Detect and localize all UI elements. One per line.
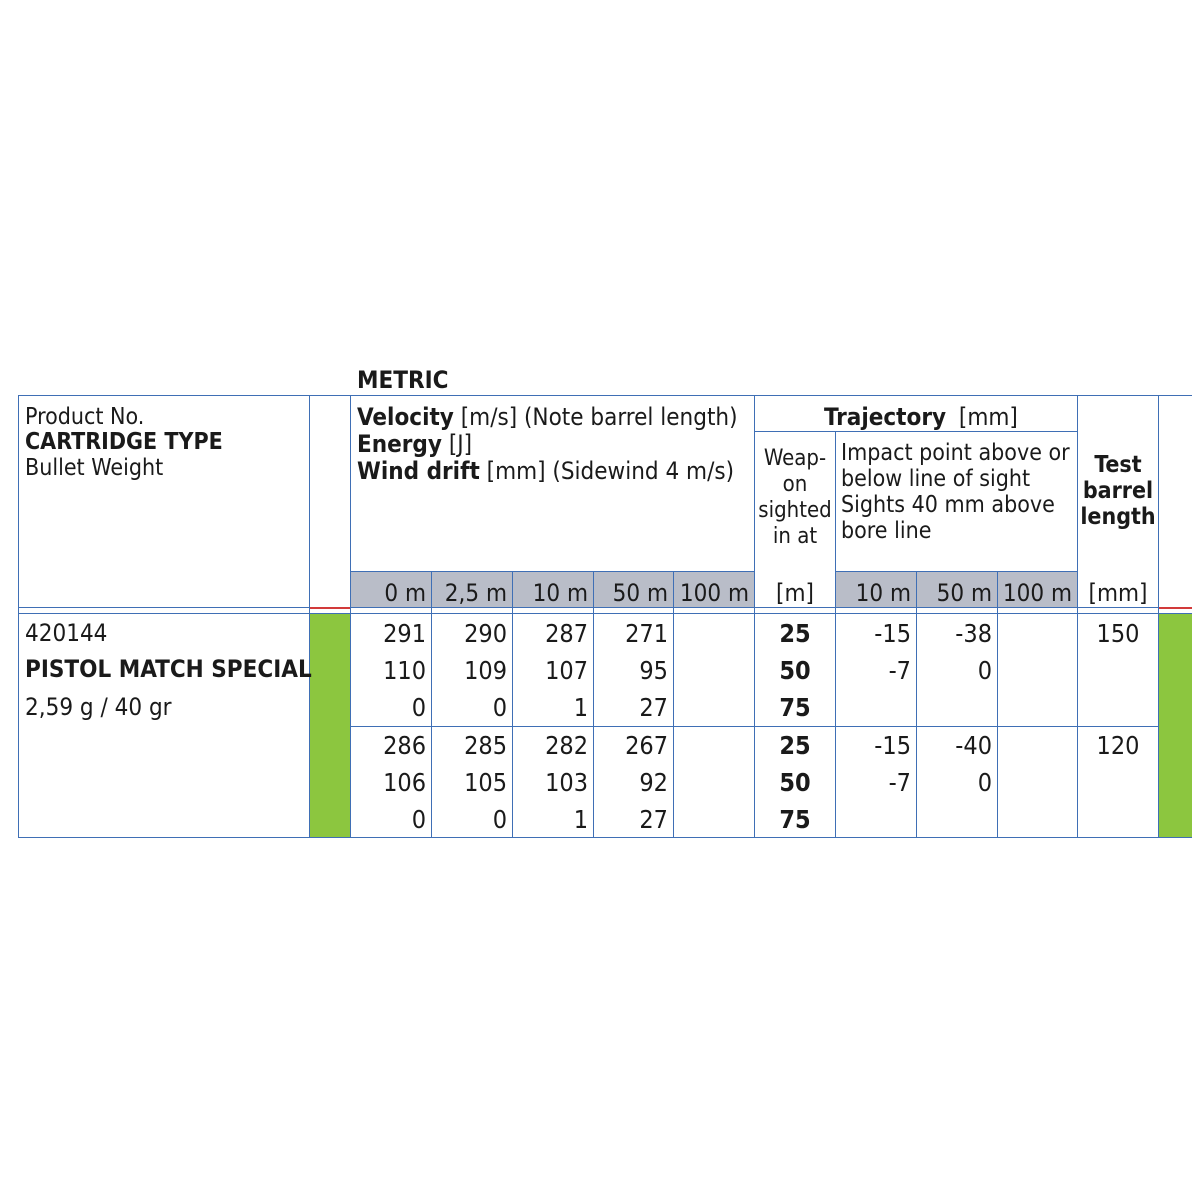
grid-line [309, 395, 310, 838]
velocity-label: Velocity [357, 403, 454, 431]
grid-line [18, 837, 1192, 838]
data-cell: 95 [639, 656, 668, 685]
grid-line [997, 571, 998, 838]
grid-line [835, 571, 1077, 572]
weapon-sighted-line: Weap- [763, 446, 827, 471]
trajectory-unit: [mm] [958, 403, 1018, 431]
impact-point-header [841, 440, 1070, 544]
data-cell: 106 [383, 768, 426, 797]
red-mark-right [1159, 607, 1192, 609]
data-cell: 0 [411, 693, 426, 722]
data-cell: 0 [492, 693, 507, 722]
trajectory-cell: -15 [874, 619, 911, 648]
sighted-cell: 25 [779, 619, 811, 648]
trajectory-label: Trajectory [824, 403, 947, 431]
data-cell: 267 [625, 731, 668, 760]
test-barrel-line: barrel [1082, 478, 1154, 504]
data-cell: 282 [545, 731, 588, 760]
data-cell: 110 [383, 656, 426, 685]
grid-line [18, 607, 310, 608]
distance-0m: 0 m [384, 579, 426, 607]
sighted-cell: 75 [779, 805, 811, 834]
impact-point-line: Impact point above or [841, 440, 1070, 466]
trajectory-cell: 0 [977, 656, 992, 685]
bullet-weight-label: Bullet Weight [25, 455, 164, 481]
grid-line [1158, 395, 1159, 838]
data-cell: 27 [639, 805, 668, 834]
sighted-cell: 75 [779, 693, 811, 722]
impact-point-line: Sights 40 mm above [841, 492, 1055, 518]
sighted-unit: [m] [776, 579, 814, 607]
red-mark-left [310, 607, 350, 609]
trajectory-header [824, 404, 1018, 430]
velocity-header [357, 404, 738, 430]
section-title: METRIC [357, 366, 449, 394]
product-weight: 2,59 g / 40 gr [25, 693, 172, 721]
data-cell: 0 [492, 805, 507, 834]
data-cell: 287 [545, 619, 588, 648]
traj-distance-100m: 100 m [1002, 579, 1072, 607]
weapon-sighted-line: in at [772, 524, 818, 549]
test-barrel-header [1078, 452, 1158, 530]
impact-point-line: bore line [841, 518, 932, 544]
wind-drift-unit: [mm] (Sidewind 4 m/s) [479, 457, 735, 485]
data-cell: 290 [464, 619, 507, 648]
barrel-length-cell: 120 [1096, 731, 1140, 760]
wind-drift-label: Wind drift [357, 457, 480, 485]
trajectory-cell: -15 [874, 731, 911, 760]
data-cell: 105 [464, 768, 507, 797]
barrel-unit: [mm] [1088, 579, 1148, 607]
data-cell: 1 [573, 693, 588, 722]
weapon-sighted-header [755, 446, 835, 550]
sighted-cell: 50 [779, 768, 811, 797]
energy-unit: [J] [441, 430, 473, 458]
traj-distance-50m: 50 m [936, 579, 992, 607]
grid-line [18, 395, 19, 838]
test-barrel-line: length [1080, 504, 1156, 530]
grid-line [18, 395, 1192, 396]
distance-2-5m: 2,5 m [444, 579, 507, 607]
data-cell: 107 [545, 656, 588, 685]
impact-point-line: below line of sight [841, 466, 1031, 492]
trajectory-cell: 0 [977, 768, 992, 797]
data-cell: 1 [573, 805, 588, 834]
energy-label: Energy [357, 430, 442, 458]
data-cell: 271 [625, 619, 668, 648]
data-cell: 286 [383, 731, 426, 760]
grid-line [351, 571, 754, 572]
grid-line [673, 571, 674, 838]
data-cell: 285 [464, 731, 507, 760]
distance-10m: 10 m [532, 579, 588, 607]
grid-line [351, 726, 1159, 727]
distance-100m: 100 m [679, 579, 749, 607]
weapon-sighted-line: sighted [758, 498, 832, 523]
product-no-label: Product No. [25, 404, 145, 430]
data-cell: 27 [639, 693, 668, 722]
green-band-right [1159, 614, 1192, 838]
grid-line [18, 613, 1192, 614]
product-number: 420144 [25, 619, 108, 647]
cartridge-type-label: CARTRIDGE TYPE [25, 429, 223, 455]
trajectory-cell: -38 [955, 619, 992, 648]
velocity-unit: [m/s] (Note barrel length) [453, 403, 738, 431]
weapon-sighted-line: on [782, 472, 808, 497]
grid-line [754, 431, 1077, 432]
barrel-length-cell: 150 [1096, 619, 1140, 648]
sighted-cell: 25 [779, 731, 811, 760]
distance-50m: 50 m [612, 579, 668, 607]
trajectory-cell: -40 [955, 731, 992, 760]
data-cell: 109 [464, 656, 507, 685]
data-cell: 92 [639, 768, 668, 797]
test-barrel-line: Test [1094, 452, 1142, 478]
data-cell: 291 [383, 619, 426, 648]
sighted-cell: 50 [779, 656, 811, 685]
grid-line [916, 571, 917, 838]
product-name: PISTOL MATCH SPECIAL [25, 655, 312, 683]
trajectory-cell: -7 [888, 656, 911, 685]
data-cell: 103 [545, 768, 588, 797]
energy-header [357, 431, 472, 457]
trajectory-cell: -7 [888, 768, 911, 797]
green-band-left [310, 614, 350, 838]
traj-distance-10m: 10 m [855, 579, 911, 607]
data-cell: 0 [411, 805, 426, 834]
wind-drift-header [357, 458, 734, 484]
